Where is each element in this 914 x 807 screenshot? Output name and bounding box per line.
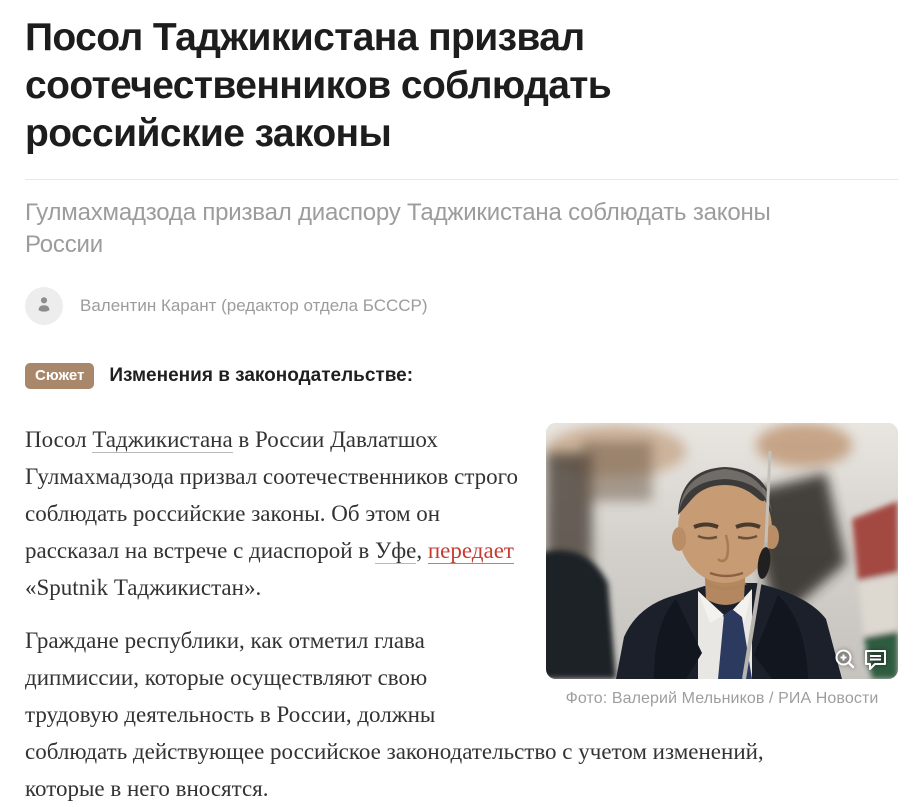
link-tajikistan[interactable]: Таджикистана bbox=[92, 427, 233, 452]
topic-title-link[interactable]: Изменения в законодательстве: bbox=[109, 365, 414, 386]
zoom-in-icon[interactable] bbox=[832, 646, 858, 672]
author-name: Валентин Карант (редактор отдела БСССР) bbox=[80, 296, 428, 315]
ambassador-photo-illustration bbox=[546, 423, 898, 679]
divider-line bbox=[25, 179, 898, 180]
topic-badge[interactable]: Сюжет bbox=[25, 363, 94, 389]
article-photo-figure bbox=[546, 423, 898, 709]
article-photo[interactable] bbox=[546, 423, 898, 679]
link-source-sputnik[interactable]: передает bbox=[427, 538, 514, 563]
paragraph-1-text: , bbox=[416, 538, 428, 563]
paragraph-1-text: «Sputnik Таджикистан». bbox=[25, 575, 262, 600]
user-icon bbox=[34, 294, 54, 319]
article-title: Посол Таджикистана призвал соотечественников соблюдать российские законы bbox=[25, 16, 612, 155]
paragraph-1-text: в России Давлатшох Гулмахмадзода призвал соотечественников строго соблюдать российские законы. Об этом он рассказал на встрече с диаспорой в bbox=[25, 427, 519, 563]
article-subtitle: Гулмахмадзода призвал диаспору Таджикистана соблюдать законы России bbox=[25, 199, 771, 258]
topic-row bbox=[25, 363, 898, 389]
paragraph-2: Граждане республики, как отметил глава дипмиссии, которые осуществляют свою трудовую деятельность в России, должны соблюдать действующее российское законодательство с учетом изменений, которые в него вносятся. bbox=[25, 628, 764, 801]
link-ufa[interactable]: Уфе bbox=[374, 538, 417, 563]
paragraph-1-text: Посол bbox=[25, 427, 93, 452]
author-row bbox=[25, 287, 898, 325]
article-body bbox=[25, 421, 898, 807]
photo-caption: Фото: Валерий Мельников / РИА Новости bbox=[565, 690, 879, 707]
author-avatar bbox=[25, 287, 63, 325]
photo-actions bbox=[832, 646, 889, 672]
comments-icon[interactable] bbox=[863, 646, 889, 672]
